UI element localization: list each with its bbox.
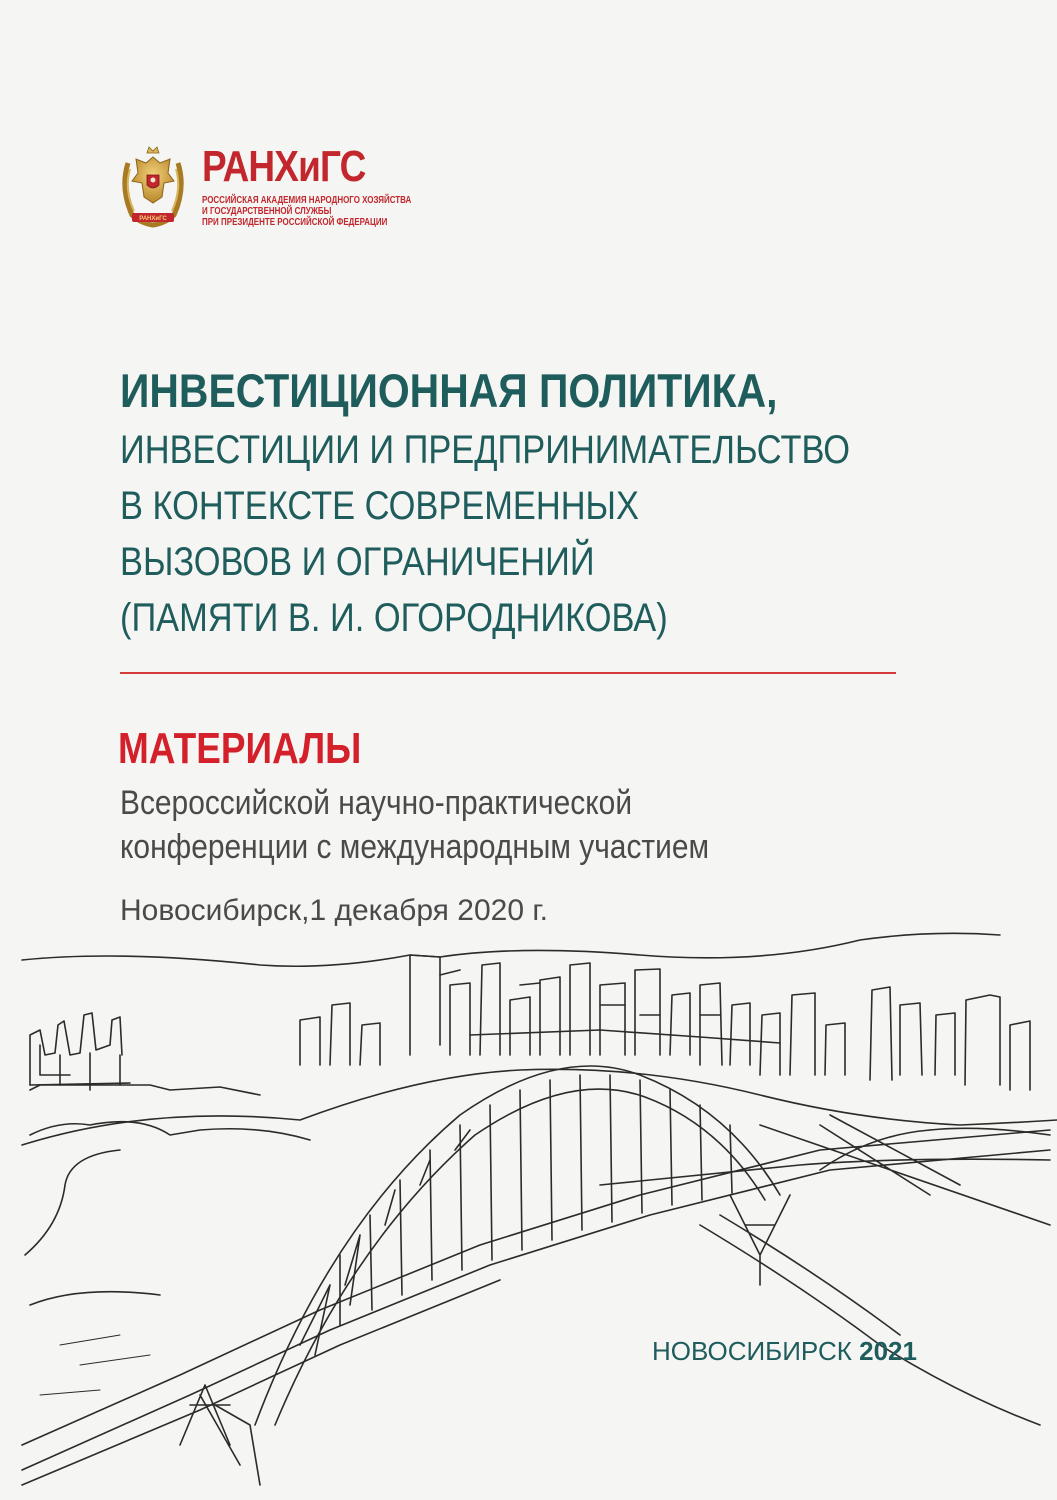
title-line: ИНВЕСТИЦИИ И ПРЕДПРИНИМАТЕЛЬСТВО <box>120 428 851 472</box>
conference-description <box>120 781 709 869</box>
materials-heading: МАТЕРИАЛЫ <box>118 724 362 773</box>
conference-line: Всероссийской научно-практической <box>120 784 633 822</box>
logo-subtitle-line: И ГОСУДАРСТВЕННОЙ СЛУЖБЫ <box>202 205 332 217</box>
logo-subtitle-line: РОССИЙСКАЯ АКАДЕМИЯ НАРОДНОГО ХОЗЯЙСТВА <box>202 194 412 206</box>
title-line: ВЫЗОВОВ И ОГРАНИЧЕНИЙ <box>120 540 595 584</box>
event-place-date: Новосибирск,1 декабря 2020 г. <box>120 894 548 927</box>
publication-city-year <box>652 1335 917 1367</box>
logo-subtitle-line: ПРИ ПРЕЗИДЕНТЕ РОССИЙСКОЙ ФЕДЕРАЦИИ <box>202 216 388 228</box>
publication-city: НОВОСИБИРСК <box>652 1336 852 1366</box>
title-line: В КОНТЕКСТЕ СОВРЕМЕННЫХ <box>120 484 639 528</box>
double-headed-eagle-emblem-icon <box>118 143 188 231</box>
emblem-ribbon-text: РАНХиГС <box>139 216 167 222</box>
title-line-main: ИНВЕСТИЦИОННАЯ ПОЛИТИКА, <box>120 364 778 417</box>
title-divider <box>120 672 896 674</box>
publication-year: 2021 <box>859 1336 917 1366</box>
document-title <box>120 360 980 646</box>
city-bridge-sketch <box>0 925 1057 1500</box>
title-line: (ПАМЯТИ В. И. ОГОРОДНИКОВА) <box>120 596 668 640</box>
ranepa-logo <box>118 142 412 235</box>
logo-subtitle <box>202 195 411 228</box>
conference-line: конференции с международным участием <box>120 828 710 866</box>
logo-name: РАНХиГС <box>202 142 366 191</box>
